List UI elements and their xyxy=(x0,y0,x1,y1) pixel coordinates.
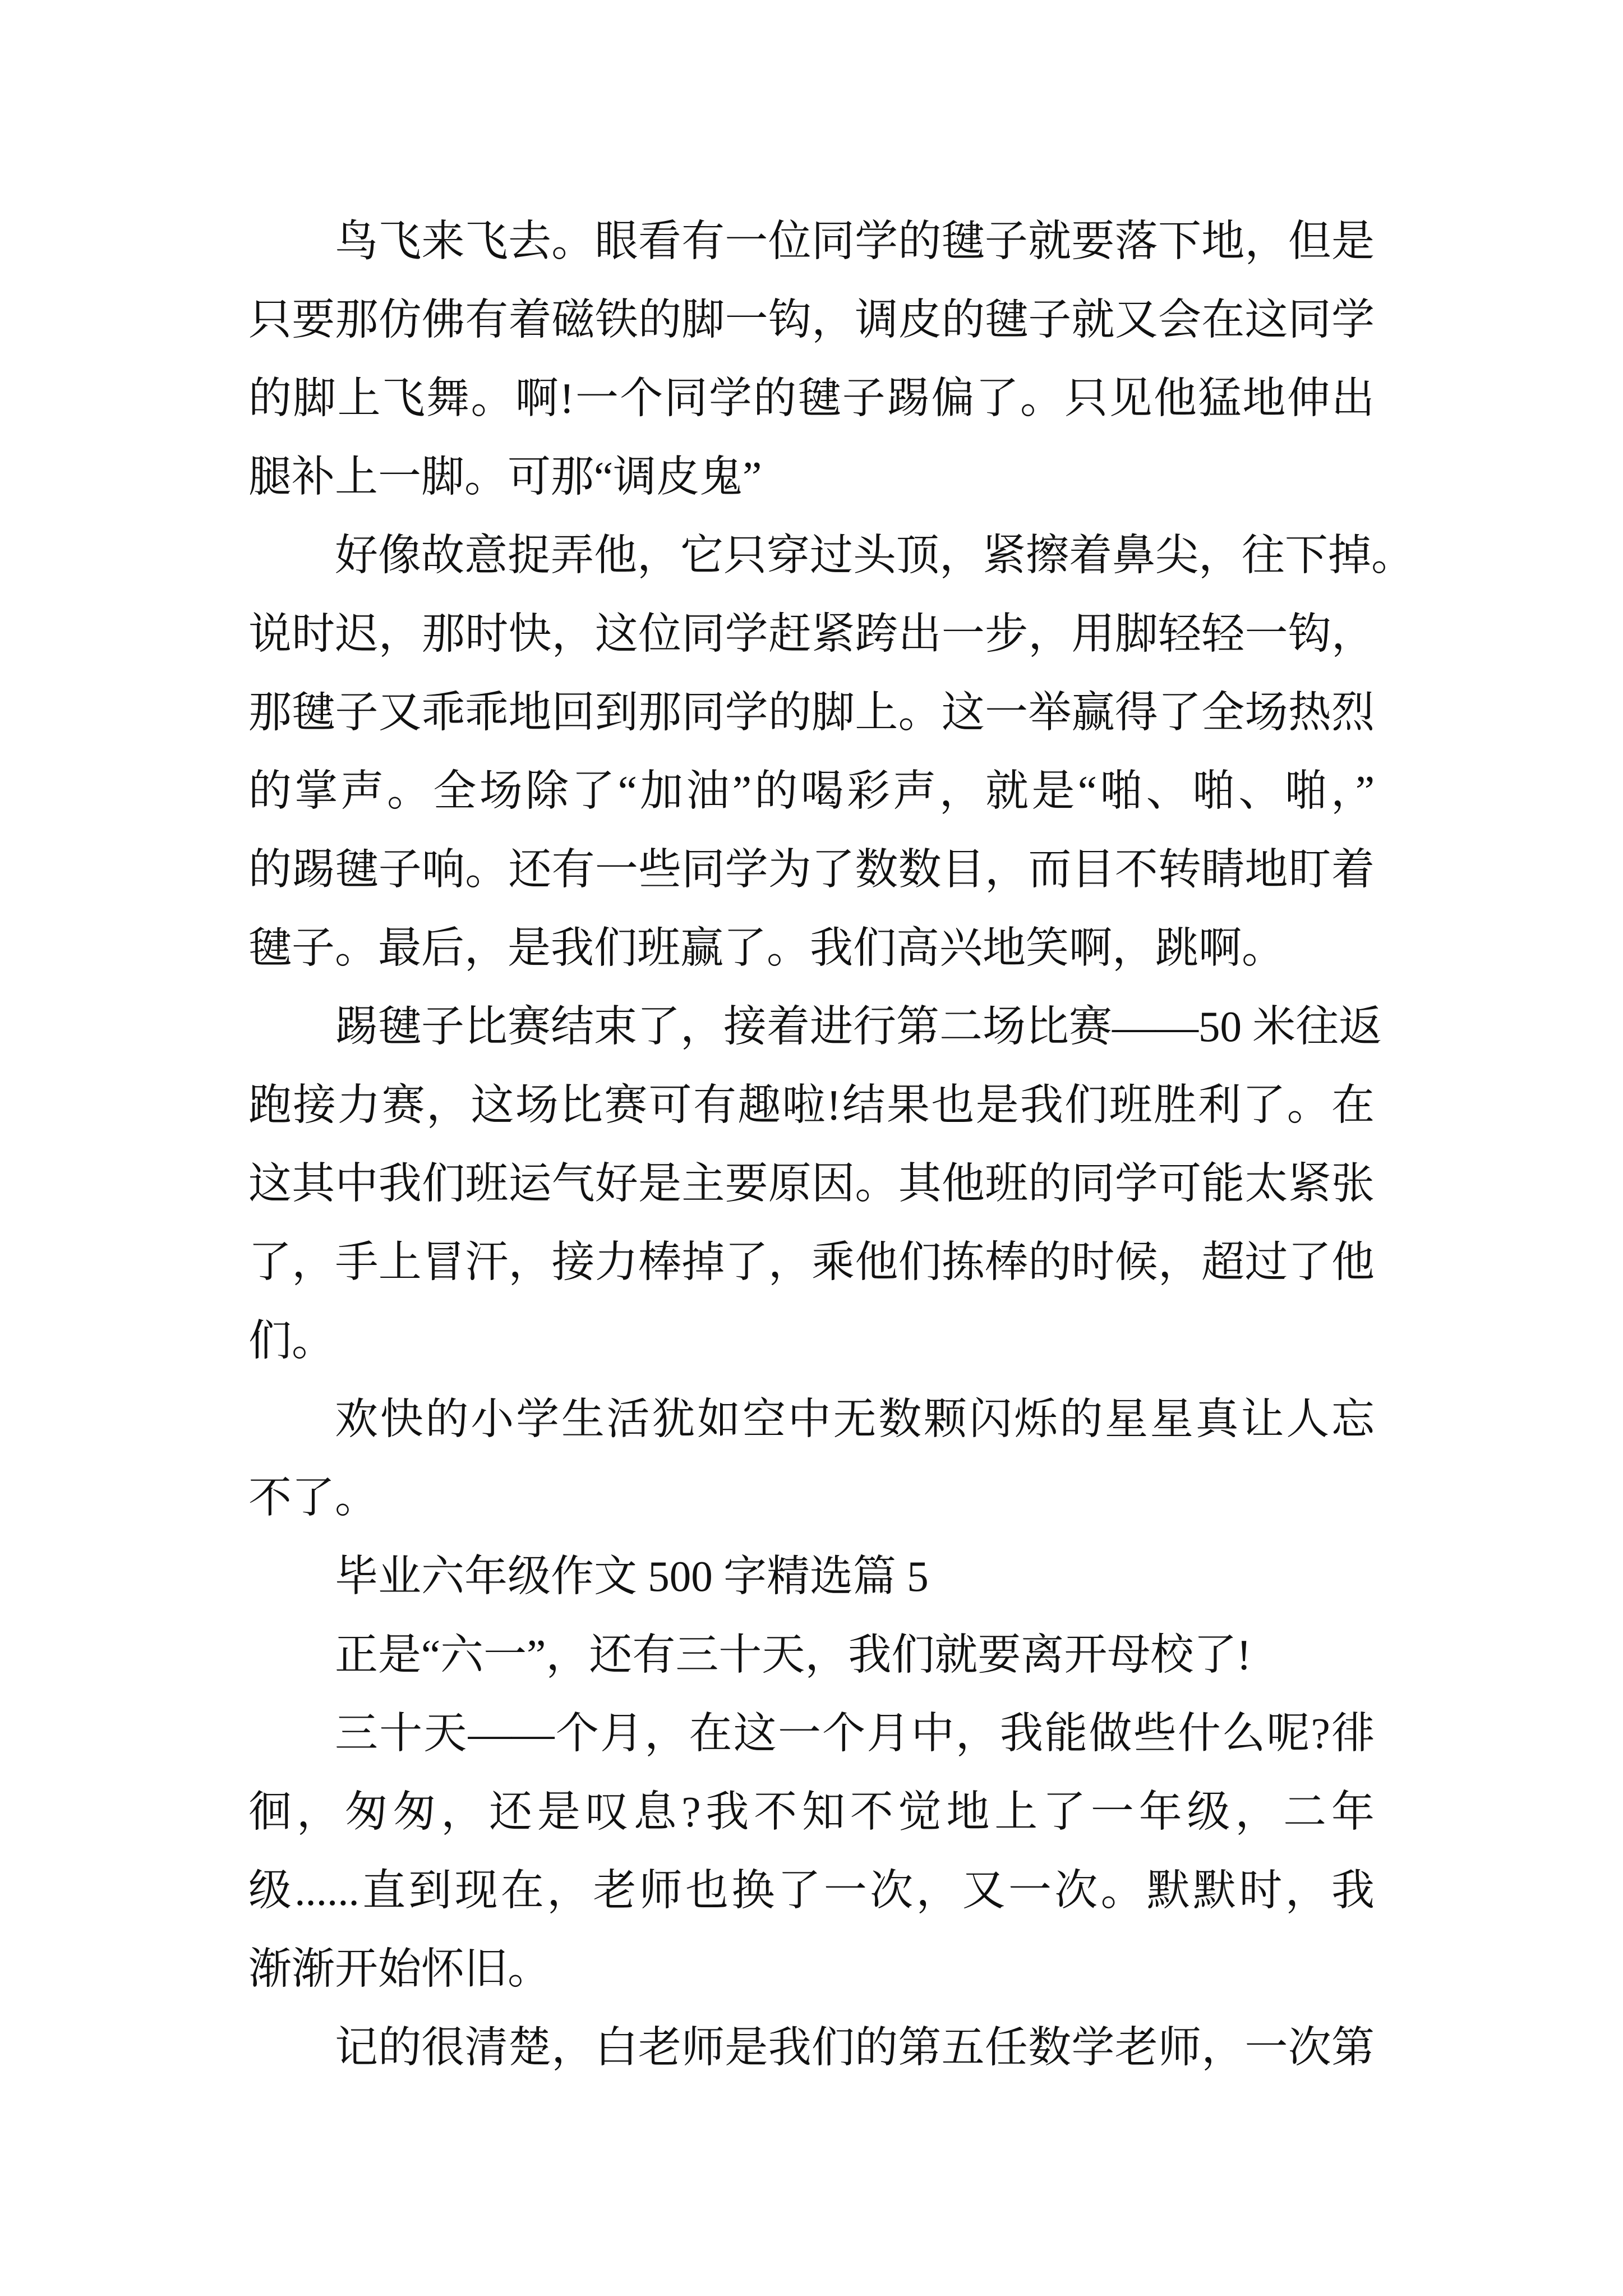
text-line: 记的很清楚，白老师是我们的第五任数学老师，一次第 xyxy=(335,2023,1375,2072)
text-line: 毽子。最后，是我们班赢了。我们高兴地笑啊，跳啊。 xyxy=(248,924,1285,972)
text-line: 踢毽子比赛结束了，接着进行第二场比赛——50 米往返 xyxy=(335,1002,1382,1051)
paragraph xyxy=(248,1380,1375,1537)
text-line: 们。 xyxy=(248,1317,335,1365)
text-line: 跑接力赛，这场比赛可有趣啦!结果也是我们班胜利了。在 xyxy=(248,1081,1375,1129)
paragraph xyxy=(248,516,1414,987)
section-title: 毕业六年级作文 500 字精选篇 5 xyxy=(335,1552,929,1600)
text-line: 这其中我们班运气好是主要原因。其他班的同学可能太紧张 xyxy=(248,1159,1375,1208)
text-line: 不了。 xyxy=(248,1474,378,1522)
text-line: 渐渐开始怀旧。 xyxy=(248,1945,551,1993)
text-line: 徊，匆匆，还是叹息?我不知不觉地上了一年级，二年 xyxy=(248,1788,1375,1836)
text-line: 了，手上冒汗，接力棒掉了，乘他们拣棒的时候，超过了他 xyxy=(248,1238,1375,1286)
text-line: 正是“六一”，还有三十天，我们就要离开母校了! xyxy=(335,1631,1251,1679)
text-line: 欢快的小学生活犹如空中无数颗闪烁的星星真让人忘 xyxy=(335,1395,1375,1443)
paragraph xyxy=(248,987,1382,1380)
text-line: 鸟飞来飞去。眼看有一位同学的毽子就要落下地，但是 xyxy=(335,217,1375,265)
text-line: 只要那仿佛有着磁铁的脚一钩，调皮的毽子就又会在这同学 xyxy=(248,296,1375,344)
paragraph xyxy=(248,2008,1375,2087)
text-line: 那毽子又乖乖地回到那同学的脚上。这一举赢得了全场热烈 xyxy=(248,688,1375,737)
text-line: 的脚上飞舞。啊!一个同学的毽子踢偏了。只见他猛地伸出 xyxy=(248,374,1375,422)
text-line: 好像故意捉弄他，它只穿过头顶，紧擦着鼻尖，往下掉。 xyxy=(335,531,1414,579)
paragraph xyxy=(248,1616,1375,1694)
text-line: 的踢毽子响。还有一些同学为了数数目，而目不转睛地盯着 xyxy=(248,845,1375,894)
text-line: 腿补上一脚。可那“调皮鬼” xyxy=(248,453,762,501)
text-line: 三十天——个月，在这一个月中，我能做些什么呢?徘 xyxy=(335,1709,1375,1757)
paragraph xyxy=(248,1694,1375,2008)
text-line: 说时迟，那时快，这位同学赶紧跨出一步，用脚轻轻一钩， xyxy=(248,610,1375,658)
document-body xyxy=(248,202,1414,2087)
paragraph xyxy=(248,202,1375,516)
text-line: 的掌声。全场除了“加油”的喝彩声，就是“啪、啪、啪，” xyxy=(248,767,1375,815)
text-line: 级......直到现在，老师也换了一次，又一次。默默时，我 xyxy=(248,1866,1375,1915)
